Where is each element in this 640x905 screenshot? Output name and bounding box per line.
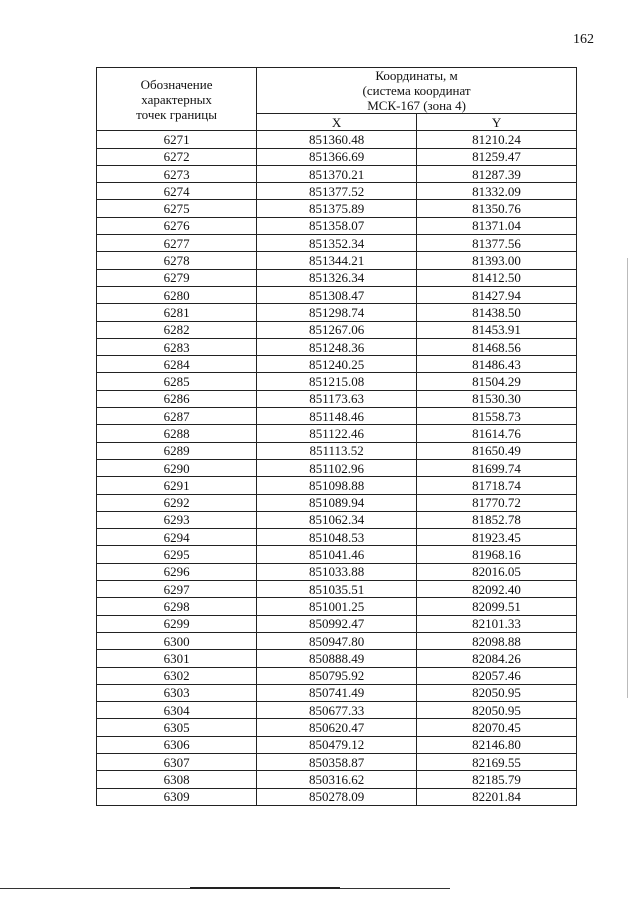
x-coordinate-cell: 850316.62 xyxy=(257,771,417,788)
point-id-cell: 6281 xyxy=(97,304,257,321)
table-row xyxy=(97,511,577,528)
y-coordinate-cell: 81468.56 xyxy=(417,338,577,355)
y-coordinate-cell: 81453.91 xyxy=(417,321,577,338)
x-coordinate-cell: 851062.34 xyxy=(257,511,417,528)
table-row xyxy=(97,442,577,459)
table-row xyxy=(97,131,577,148)
x-coordinate-cell: 851370.21 xyxy=(257,165,417,182)
scan-edge-mark xyxy=(627,258,628,698)
table-row xyxy=(97,684,577,701)
point-id-cell: 6292 xyxy=(97,494,257,511)
y-coordinate-cell: 81530.30 xyxy=(417,390,577,407)
table-row xyxy=(97,269,577,286)
point-id-cell: 6278 xyxy=(97,252,257,269)
point-id-cell: 6294 xyxy=(97,529,257,546)
table-row xyxy=(97,494,577,511)
point-id-cell: 6286 xyxy=(97,390,257,407)
table-row xyxy=(97,632,577,649)
table-row xyxy=(97,598,577,615)
table-row xyxy=(97,546,577,563)
x-coordinate-cell: 851173.63 xyxy=(257,390,417,407)
point-id-cell: 6306 xyxy=(97,736,257,753)
table-row xyxy=(97,408,577,425)
table-row xyxy=(97,304,577,321)
y-coordinate-cell: 81504.29 xyxy=(417,373,577,390)
x-coordinate-cell: 851352.34 xyxy=(257,235,417,252)
point-id-cell: 6288 xyxy=(97,425,257,442)
y-coordinate-cell: 81614.76 xyxy=(417,425,577,442)
y-coordinate-cell: 81210.24 xyxy=(417,131,577,148)
x-coordinate-cell: 850741.49 xyxy=(257,684,417,701)
point-id-cell: 6271 xyxy=(97,131,257,148)
table-row xyxy=(97,425,577,442)
y-coordinate-cell: 81852.78 xyxy=(417,511,577,528)
y-coordinate-cell: 81332.09 xyxy=(417,183,577,200)
point-id-cell: 6290 xyxy=(97,459,257,476)
point-id-cell: 6282 xyxy=(97,321,257,338)
x-coordinate-cell: 850620.47 xyxy=(257,719,417,736)
y-coordinate-cell: 82057.46 xyxy=(417,667,577,684)
y-coordinate-cell: 81287.39 xyxy=(417,165,577,182)
x-coordinate-cell: 851113.52 xyxy=(257,442,417,459)
y-column-header: Y xyxy=(417,114,577,131)
point-header-line: точек границы xyxy=(136,106,217,122)
table-row xyxy=(97,719,577,736)
x-coordinate-cell: 851215.08 xyxy=(257,373,417,390)
x-coordinate-cell: 851298.74 xyxy=(257,304,417,321)
x-coordinate-cell: 851122.46 xyxy=(257,425,417,442)
table-row xyxy=(97,338,577,355)
table-row xyxy=(97,477,577,494)
x-coordinate-cell: 851148.46 xyxy=(257,408,417,425)
table-row xyxy=(97,563,577,580)
x-coordinate-cell: 851358.07 xyxy=(257,217,417,234)
y-coordinate-cell: 82092.40 xyxy=(417,581,577,598)
point-id-cell: 6284 xyxy=(97,356,257,373)
point-id-cell: 6302 xyxy=(97,667,257,684)
table-row xyxy=(97,373,577,390)
table-row xyxy=(97,459,577,476)
y-coordinate-cell: 81650.49 xyxy=(417,442,577,459)
table-row xyxy=(97,356,577,373)
point-id-cell: 6295 xyxy=(97,546,257,563)
page-number: 162 xyxy=(573,32,594,47)
y-coordinate-cell: 81393.00 xyxy=(417,252,577,269)
x-coordinate-cell: 850278.09 xyxy=(257,788,417,805)
y-coordinate-cell: 81923.45 xyxy=(417,529,577,546)
point-id-cell: 6297 xyxy=(97,581,257,598)
x-coordinate-cell: 851035.51 xyxy=(257,581,417,598)
x-coordinate-cell: 851360.48 xyxy=(257,131,417,148)
coordinates-column-header xyxy=(257,68,577,114)
y-coordinate-cell: 82050.95 xyxy=(417,684,577,701)
x-coordinate-cell: 850947.80 xyxy=(257,632,417,649)
y-coordinate-cell: 81438.50 xyxy=(417,304,577,321)
y-coordinate-cell: 82084.26 xyxy=(417,650,577,667)
table-row xyxy=(97,581,577,598)
x-coordinate-cell: 851308.47 xyxy=(257,286,417,303)
x-coordinate-cell: 851240.25 xyxy=(257,356,417,373)
coords-header-line: (система координат xyxy=(362,83,471,98)
x-coordinate-cell: 850888.49 xyxy=(257,650,417,667)
x-coordinate-cell: 851001.25 xyxy=(257,598,417,615)
table-body xyxy=(97,131,577,806)
y-coordinate-cell: 82099.51 xyxy=(417,598,577,615)
table-row xyxy=(97,148,577,165)
y-coordinate-cell: 81259.47 xyxy=(417,148,577,165)
point-id-cell: 6309 xyxy=(97,788,257,805)
point-id-cell: 6298 xyxy=(97,598,257,615)
x-coordinate-cell: 851267.06 xyxy=(257,321,417,338)
table-row xyxy=(97,200,577,217)
point-id-cell: 6274 xyxy=(97,183,257,200)
table-row xyxy=(97,529,577,546)
x-coordinate-cell: 851366.69 xyxy=(257,148,417,165)
table-row xyxy=(97,217,577,234)
point-id-cell: 6293 xyxy=(97,511,257,528)
x-coordinate-cell: 850358.87 xyxy=(257,753,417,770)
point-id-cell: 6296 xyxy=(97,563,257,580)
table-row xyxy=(97,183,577,200)
table-header-row xyxy=(97,68,577,114)
table-row xyxy=(97,736,577,753)
point-id-cell: 6305 xyxy=(97,719,257,736)
y-coordinate-cell: 81412.50 xyxy=(417,269,577,286)
x-coordinate-cell: 851102.96 xyxy=(257,459,417,476)
x-column-header: X xyxy=(257,114,417,131)
x-coordinate-cell: 851326.34 xyxy=(257,269,417,286)
point-header-line: Обозначение xyxy=(140,76,213,92)
y-coordinate-cell: 81377.56 xyxy=(417,235,577,252)
point-id-cell: 6285 xyxy=(97,373,257,390)
coords-header-line: Координаты, м xyxy=(375,68,458,83)
y-coordinate-cell: 82070.45 xyxy=(417,719,577,736)
point-id-cell: 6272 xyxy=(97,148,257,165)
point-id-cell: 6308 xyxy=(97,771,257,788)
table-row xyxy=(97,235,577,252)
point-id-cell: 6277 xyxy=(97,235,257,252)
x-coordinate-cell: 851344.21 xyxy=(257,252,417,269)
y-coordinate-cell: 81486.43 xyxy=(417,356,577,373)
point-id-cell: 6301 xyxy=(97,650,257,667)
point-id-cell: 6299 xyxy=(97,615,257,632)
y-coordinate-cell: 82146.80 xyxy=(417,736,577,753)
x-coordinate-cell: 850795.92 xyxy=(257,667,417,684)
point-header-line: характерных xyxy=(141,91,212,107)
table-row xyxy=(97,788,577,805)
y-coordinate-cell: 81718.74 xyxy=(417,477,577,494)
x-coordinate-cell: 851377.52 xyxy=(257,183,417,200)
y-coordinate-cell: 82098.88 xyxy=(417,632,577,649)
y-coordinate-cell: 82201.84 xyxy=(417,788,577,805)
table-row xyxy=(97,771,577,788)
point-id-cell: 6289 xyxy=(97,442,257,459)
y-coordinate-cell: 82185.79 xyxy=(417,771,577,788)
point-id-cell: 6300 xyxy=(97,632,257,649)
x-coordinate-cell: 851248.36 xyxy=(257,338,417,355)
point-column-header xyxy=(97,68,257,131)
x-coordinate-cell: 850677.33 xyxy=(257,702,417,719)
coordinates-table xyxy=(96,67,577,806)
x-coordinate-cell: 851033.88 xyxy=(257,563,417,580)
y-coordinate-cell: 82101.33 xyxy=(417,615,577,632)
point-id-cell: 6307 xyxy=(97,753,257,770)
table-row xyxy=(97,650,577,667)
x-coordinate-cell: 851098.88 xyxy=(257,477,417,494)
y-coordinate-cell: 81558.73 xyxy=(417,408,577,425)
table-row xyxy=(97,667,577,684)
point-id-cell: 6291 xyxy=(97,477,257,494)
x-coordinate-cell: 851375.89 xyxy=(257,200,417,217)
x-coordinate-cell: 850479.12 xyxy=(257,736,417,753)
x-coordinate-cell: 851041.46 xyxy=(257,546,417,563)
table-row xyxy=(97,286,577,303)
y-coordinate-cell: 82016.05 xyxy=(417,563,577,580)
table-row xyxy=(97,753,577,770)
table-row xyxy=(97,702,577,719)
point-id-cell: 6304 xyxy=(97,702,257,719)
y-coordinate-cell: 81770.72 xyxy=(417,494,577,511)
y-coordinate-cell: 81371.04 xyxy=(417,217,577,234)
y-coordinate-cell: 81350.76 xyxy=(417,200,577,217)
table-row xyxy=(97,390,577,407)
x-coordinate-cell: 850992.47 xyxy=(257,615,417,632)
x-coordinate-cell: 851089.94 xyxy=(257,494,417,511)
point-id-cell: 6275 xyxy=(97,200,257,217)
table-row xyxy=(97,615,577,632)
footer-rule-thick xyxy=(190,887,340,889)
point-id-cell: 6279 xyxy=(97,269,257,286)
x-coordinate-cell: 851048.53 xyxy=(257,529,417,546)
table-row xyxy=(97,165,577,182)
point-id-cell: 6303 xyxy=(97,684,257,701)
point-id-cell: 6283 xyxy=(97,338,257,355)
point-id-cell: 6287 xyxy=(97,408,257,425)
y-coordinate-cell: 81968.16 xyxy=(417,546,577,563)
coords-header-line: МСК-167 (зона 4) xyxy=(367,98,466,113)
point-id-cell: 6280 xyxy=(97,286,257,303)
y-coordinate-cell: 81699.74 xyxy=(417,459,577,476)
point-id-cell: 6273 xyxy=(97,165,257,182)
y-coordinate-cell: 82050.95 xyxy=(417,702,577,719)
point-id-cell: 6276 xyxy=(97,217,257,234)
table-row xyxy=(97,321,577,338)
table-row xyxy=(97,252,577,269)
y-coordinate-cell: 82169.55 xyxy=(417,753,577,770)
y-coordinate-cell: 81427.94 xyxy=(417,286,577,303)
